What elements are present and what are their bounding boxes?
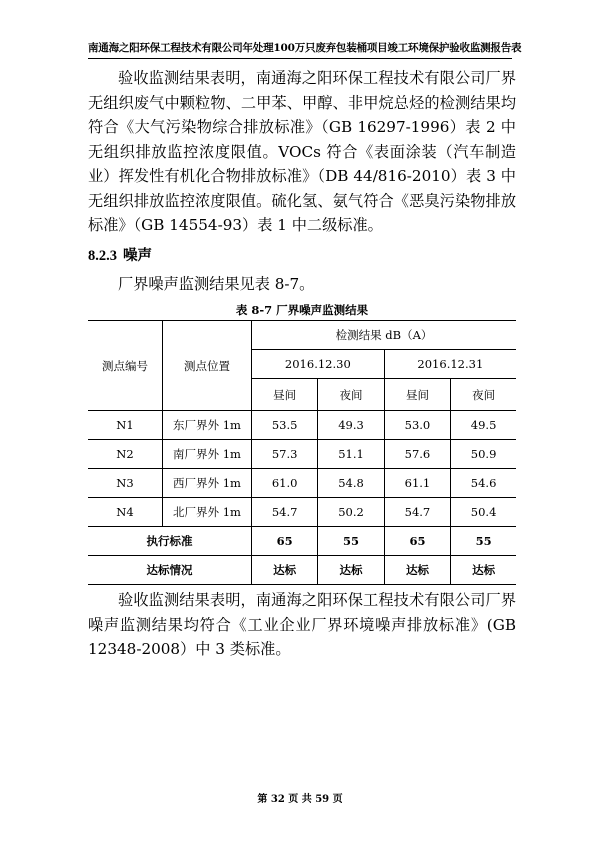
cell-value: 57.6	[384, 440, 450, 469]
standard-value: 65	[252, 527, 318, 556]
table-caption: 表 8-7 厂界噪声监测结果	[235, 303, 369, 317]
cell-value: 49.5	[451, 411, 516, 440]
compliance-row	[88, 556, 516, 585]
cell-point-location: 南厂界外 1m	[163, 440, 252, 469]
cell-value: 54.8	[318, 469, 384, 498]
cell-point-id: N1	[88, 411, 163, 440]
cell-value: 54.7	[384, 498, 450, 527]
standard-value: 65	[384, 527, 450, 556]
header-period: 昼间	[252, 379, 318, 411]
page-footer: 第 32 页 共 59 页	[257, 794, 343, 805]
cell-value: 54.7	[252, 498, 318, 527]
cell-value: 49.3	[318, 411, 384, 440]
table-row	[88, 498, 516, 527]
cell-value: 54.6	[451, 469, 516, 498]
cell-value: 61.1	[384, 469, 450, 498]
compliance-value: 达标	[318, 556, 384, 585]
cell-point-location: 西厂界外 1m	[163, 469, 252, 498]
header-date-1: 2016.12.30	[252, 350, 385, 379]
cell-point-id: N2	[88, 440, 163, 469]
standard-value: 55	[451, 527, 516, 556]
standard-row	[88, 527, 516, 556]
cell-value: 53.5	[252, 411, 318, 440]
header-period: 夜间	[318, 379, 384, 411]
header-period: 夜间	[451, 379, 516, 411]
table-row	[88, 411, 516, 440]
cell-value: 53.0	[384, 411, 450, 440]
cell-point-location: 东厂界外 1m	[163, 411, 252, 440]
compliance-label: 达标情况	[88, 556, 252, 585]
section-number: 8.2.3	[88, 248, 117, 264]
compliance-value: 达标	[252, 556, 318, 585]
compliance-value: 达标	[451, 556, 516, 585]
cell-value: 51.1	[318, 440, 384, 469]
cell-point-id: N4	[88, 498, 163, 527]
paragraph-air-results: 验收监测结果表明，南通海之阳环保工程技术有限公司厂界无组织废气中颗粒物、二甲苯、甲醇、非甲烷总烃的检测结果均符合《大气污染物综合排放标准》（GB 16297-1996）表 2 中无组织排放监控浓度限值。VOCs 符合《表面涂装（汽车制造业）挥发性有机化合物排放标准》（DB 44/816-2010）表 3 中无组织排放监控浓度限值。硫化氢、氨气符合《恶臭污染物排放标准》（GB 14554-93）表 1 中二级标准。	[88, 69, 516, 234]
header-result: 检测结果 dB（A）	[252, 321, 517, 350]
header-point-location: 测点位置	[163, 321, 252, 411]
standard-label: 执行标准	[88, 527, 252, 556]
noise-results-table	[88, 320, 516, 585]
compliance-value: 达标	[384, 556, 450, 585]
cell-value: 50.2	[318, 498, 384, 527]
header-date-2: 2016.12.31	[384, 350, 516, 379]
cell-value: 50.9	[451, 440, 516, 469]
header-period: 昼间	[384, 379, 450, 411]
standard-value: 55	[318, 527, 384, 556]
cell-value: 61.0	[252, 469, 318, 498]
cell-value: 50.4	[451, 498, 516, 527]
cell-point-location: 北厂界外 1m	[163, 498, 252, 527]
section-heading	[88, 244, 152, 265]
paragraph-noise-intro: 厂界噪声监测结果见表 8-7。	[118, 275, 315, 293]
page-header: 南通海之阳环保工程技术有限公司年处理100万只废弃包装桶项目竣工环境保护验收监测报告表	[88, 40, 512, 59]
header-point-id: 测点编号	[88, 321, 163, 411]
cell-value: 57.3	[252, 440, 318, 469]
table-row	[88, 469, 516, 498]
paragraph-noise-conclusion: 验收监测结果表明，南通海之阳环保工程技术有限公司厂界噪声监测结果均符合《工业企业厂界环境噪声排放标准》(GB 12348-2008）中 3 类标准。	[88, 591, 516, 658]
cell-point-id: N3	[88, 469, 163, 498]
table-row	[88, 440, 516, 469]
section-title: 噪声	[123, 247, 152, 264]
